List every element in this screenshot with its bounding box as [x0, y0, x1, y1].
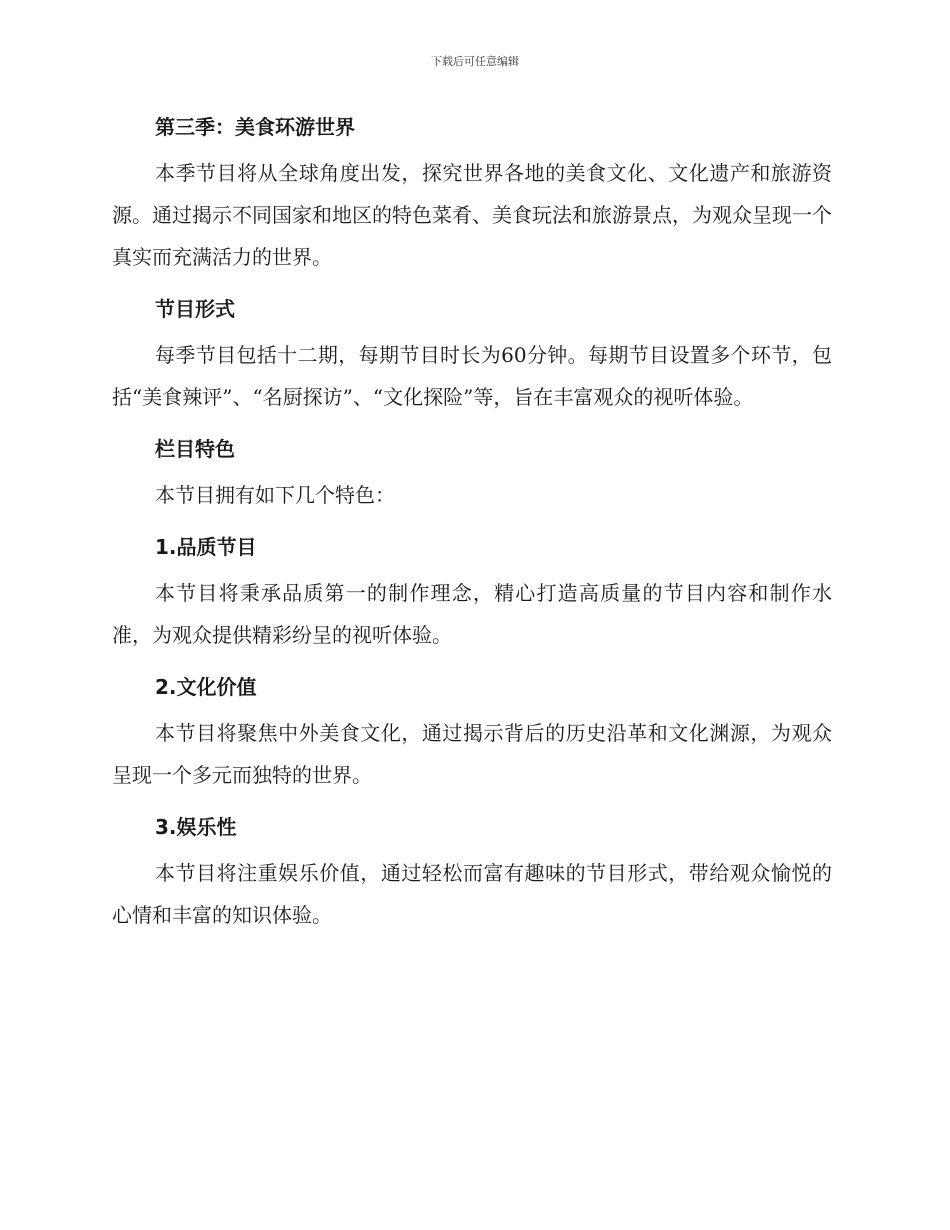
section-paragraph-format: 每季节目包括十二期，每期节目时长为60分钟。每期节目设置多个环节，包括“美食辣评”、“名厨探访”、“文化探险”等，旨在丰富观众的视听体验。	[112, 343, 832, 409]
section-heading-quality: 1.品质节目	[155, 535, 257, 559]
section-heading-features: 栏目特色	[155, 437, 235, 461]
section-heading-season: 第三季：美食环游世界	[155, 115, 355, 139]
section-heading-format: 节目形式	[155, 297, 235, 321]
section-paragraph-culture: 本节目将聚焦中外美食文化，通过揭示背后的历史沿革和文化渊源，为观众呈现一个多元而独特的世界。	[112, 721, 832, 787]
document-body	[112, 106, 832, 946]
section-heading-culture: 2.文化价值	[155, 675, 257, 699]
section-heading-entertainment: 3.娱乐性	[155, 815, 237, 839]
page-header: 下载后可任意编辑	[431, 55, 519, 68]
section-paragraph-features: 本节目拥有如下几个特色：	[155, 483, 395, 507]
section-paragraph-entertainment: 本节目将注重娱乐价值，通过轻松而富有趣味的节目形式，带给观众愉悦的心情和丰富的知识体验。	[112, 861, 832, 927]
section-paragraph-quality: 本节目将秉承品质第一的制作理念，精心打造高质量的节目内容和制作水准，为观众提供精彩纷呈的视听体验。	[112, 581, 832, 647]
section-paragraph-season: 本季节目将从全球角度出发，探究世界各地的美食文化、文化遗产和旅游资源。通过揭示不同国家和地区的特色菜肴、美食玩法和旅游景点，为观众呈现一个真实而充满活力的世界。	[112, 161, 832, 269]
